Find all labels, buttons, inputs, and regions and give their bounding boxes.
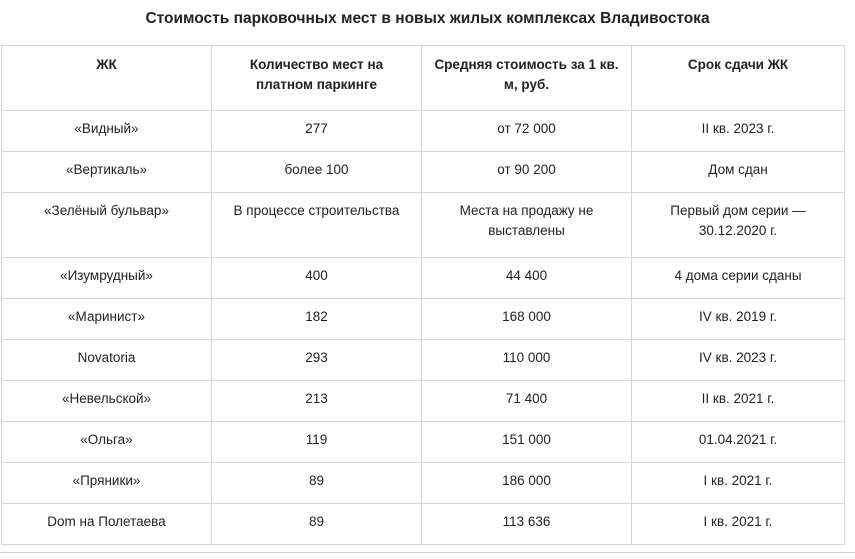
cell-parking-count: 89 [212,463,422,504]
cell-completion-date: 4 дома серии сданы [632,258,845,299]
cell-complex: «Невельской» [2,381,212,422]
header-complex: ЖК [2,46,212,111]
cell-avg-price: от 90 200 [422,152,632,193]
table-row [2,504,845,545]
cell-parking-count: 213 [212,381,422,422]
cell-completion-date: I кв. 2021 г. [632,504,845,545]
cell-completion-date: IV кв. 2023 г. [632,340,845,381]
cell-parking-count: более 100 [212,152,422,193]
cell-avg-price: Места на продажу не выставлены [422,193,632,258]
table-row [2,258,845,299]
cell-complex: «Маринист» [2,299,212,340]
header-completion-date: Срок сдачи ЖК [632,46,845,111]
cell-completion-date: 01.04.2021 г. [632,422,845,463]
header-parking-count: Количество мест на платном паркинге [212,46,422,111]
cell-parking-count: 400 [212,258,422,299]
cell-complex: «Вертикаль» [2,152,212,193]
cell-complex: «Зелёный бульвар» [2,193,212,258]
cell-avg-price: 186 000 [422,463,632,504]
cell-parking-count: 277 [212,111,422,152]
cell-parking-count: 89 [212,504,422,545]
cell-avg-price: 110 000 [422,340,632,381]
cell-completion-date: II кв. 2021 г. [632,381,845,422]
table-row [2,463,845,504]
table-row [2,299,845,340]
cell-completion-date: IV кв. 2019 г. [632,299,845,340]
bottom-divider [0,552,855,553]
cell-complex: «Пряники» [2,463,212,504]
cell-complex: «Видный» [2,111,212,152]
table-title: Стоимость парковочных мест в новых жилых комплексах Владивостока [145,10,710,27]
table-row [2,152,845,193]
cell-complex: Novatoria [2,340,212,381]
cell-complex: «Изумрудный» [2,258,212,299]
table-row [2,193,845,258]
cell-parking-count: 293 [212,340,422,381]
cell-avg-price: 71 400 [422,381,632,422]
cell-completion-date: II кв. 2023 г. [632,111,845,152]
cell-complex: «Ольга» [2,422,212,463]
header-row [2,46,845,111]
parking-cost-table [1,45,845,545]
cell-parking-count: 119 [212,422,422,463]
cell-avg-price: 151 000 [422,422,632,463]
cell-avg-price: 168 000 [422,299,632,340]
table-row [2,422,845,463]
cell-completion-date: Дом сдан [632,152,845,193]
cell-completion-date: I кв. 2021 г. [632,463,845,504]
table-row [2,381,845,422]
cell-parking-count: 182 [212,299,422,340]
cell-avg-price: 113 636 [422,504,632,545]
cell-completion-date: Первый дом серии — 30.12.2020 г. [632,193,845,258]
cell-complex: Dom на Полетаева [2,504,212,545]
table-row [2,340,845,381]
cell-parking-count: В процессе строительства [212,193,422,258]
cell-avg-price: от 72 000 [422,111,632,152]
header-avg-price: Средняя стоимость за 1 кв. м, руб. [422,46,632,111]
table-row [2,111,845,152]
cell-avg-price: 44 400 [422,258,632,299]
